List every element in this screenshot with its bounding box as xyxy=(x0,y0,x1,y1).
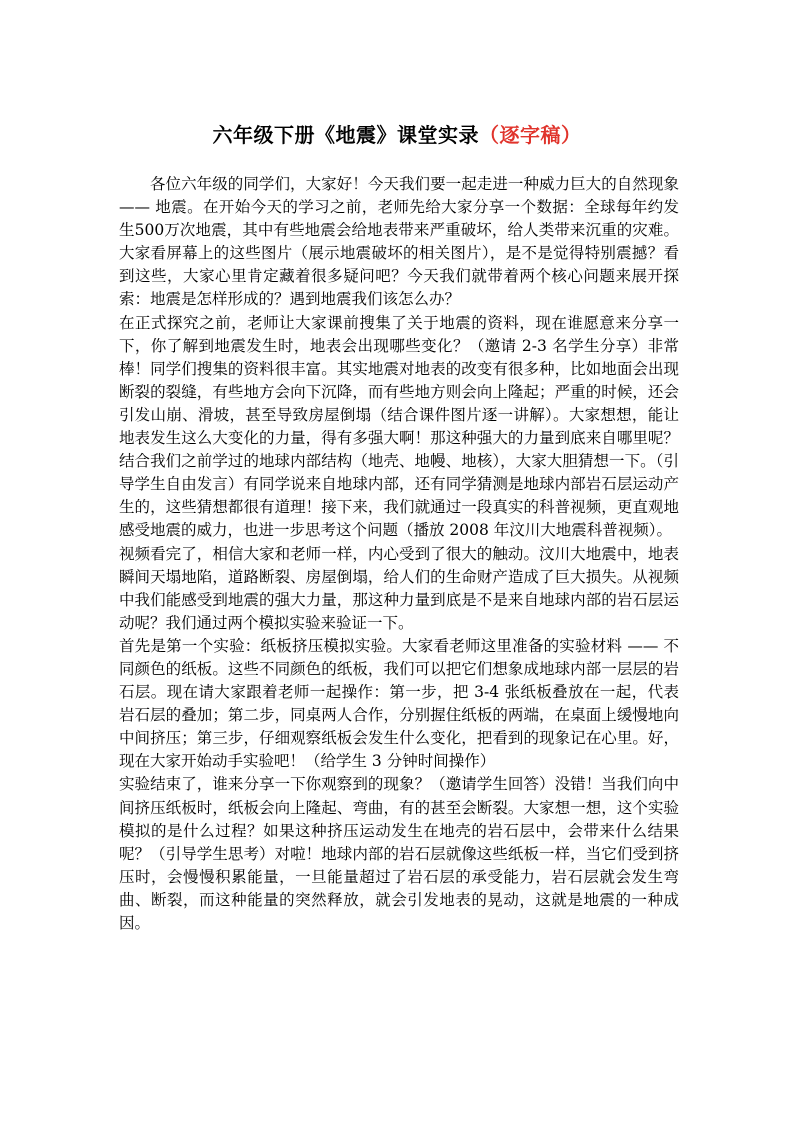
paragraph-earth-changes: 在正式探究之前，老师让大家课前搜集了关于地震的资料，现在谁愿意来分享一下，你了解到地震发生时，地表会出现哪些变化？（邀请 2-3 名学生分享）非常棒！同学们搜集的资料很丰富。其实地震对地表的改变有很多种，比如地面会出现断裂的裂缝，有些地方会向下沉降，而有些地方则会向上隆起；严重的时候，还会引发山崩、滑坡，甚至导致房屋倒塌（结合课件图片逐一讲解）。大家想想，能让地表发生这么大变化的力量，得有多强大啊！那这种强大的力量到底来自哪里呢？结合我们之前学过的地球内部结构（地壳、地幔、地核），大家大胆猜想一下。（引导学生自由发言）有同学说来自地球内部，还有同学猜测是地球内部岩石层运动产生的，这些猜想都很有道理！接下来，我们就通过一段真实的科普视频，更直观地感受地震的威力，也进一步思考这个问题（播放 2008 年汶川大地震科普视频）。 xyxy=(119,313,679,540)
page-title xyxy=(0,120,794,150)
paragraph-intro: 各位六年级的同学们，大家好！今天我们要一起走进一种威力巨大的自然现象 —— 地震。在开始今天的学习之前，老师先给大家分享一个数据：全球每年约发生500万次地震，其中有些地震会给地表带来严重破坏，给人类带来沉重的灾难。大家看屏幕上的这些图片（展示地震破坏的相关图片），是不是觉得特别震撼？看到这些，大家心里肯定藏着很多疑问吧？今天我们就带着两个核心问题来展开探索：地震是怎样形成的？遇到地震我们该怎么办？ xyxy=(119,175,679,309)
document-body xyxy=(119,173,679,935)
paragraph-experiment-one: 首先是第一个实验：纸板挤压模拟实验。大家看老师这里准备的实验材料 —— 不同颜色的纸板。这些不同颜色的纸板，我们可以把它们想象成地球内部一层层的岩石层。现在请大家跟着老师一起操作：第一步，把 3-4 张纸板叠放在一起，代表岩石层的叠加；第二步，同桌两人合作，分别握住纸板的两端，在桌面上缓慢地向中间挤压；第三步，仔细观察纸板会发生什么变化，把看到的现象记在心里。好，现在大家开始动手实验吧！（给学生 3 分钟时间操作） xyxy=(119,636,679,771)
title-accent: （逐字稿） xyxy=(479,123,582,147)
paragraph-video-reflection: 视频看完了，相信大家和老师一样，内心受到了很大的触动。汶川大地震中，地表瞬间天塌地陷，道路断裂、房屋倒塌，给人们的生命财产造成了巨大损失。从视频中我们能感受到地震的强大力量，那这种力量到底是不是来自地球内部的岩石层运动呢？我们通过两个模拟实验来验证一下。 xyxy=(119,544,679,632)
title-main: 六年级下册《地震》课堂实录 xyxy=(212,123,479,147)
paragraph-experiment-result: 实验结束了，谁来分享一下你观察到的现象？（邀请学生回答）没错！当我们向中间挤压纸板时，纸板会向上隆起、弯曲，有的甚至会断裂。大家想一想，这个实验模拟的是什么过程？如果这种挤压运动发生在地壳的岩石层中，会带来什么结果呢？（引导学生思考）对啦！地球内部的岩石层就像这些纸板一样，当它们受到挤压时，会慢慢积累能量，一旦能量超过了岩石层的承受能力，岩石层就会发生弯曲、断裂，而这种能量的突然释放，就会引发地表的晃动，这就是地震的一种成因。 xyxy=(119,775,679,932)
